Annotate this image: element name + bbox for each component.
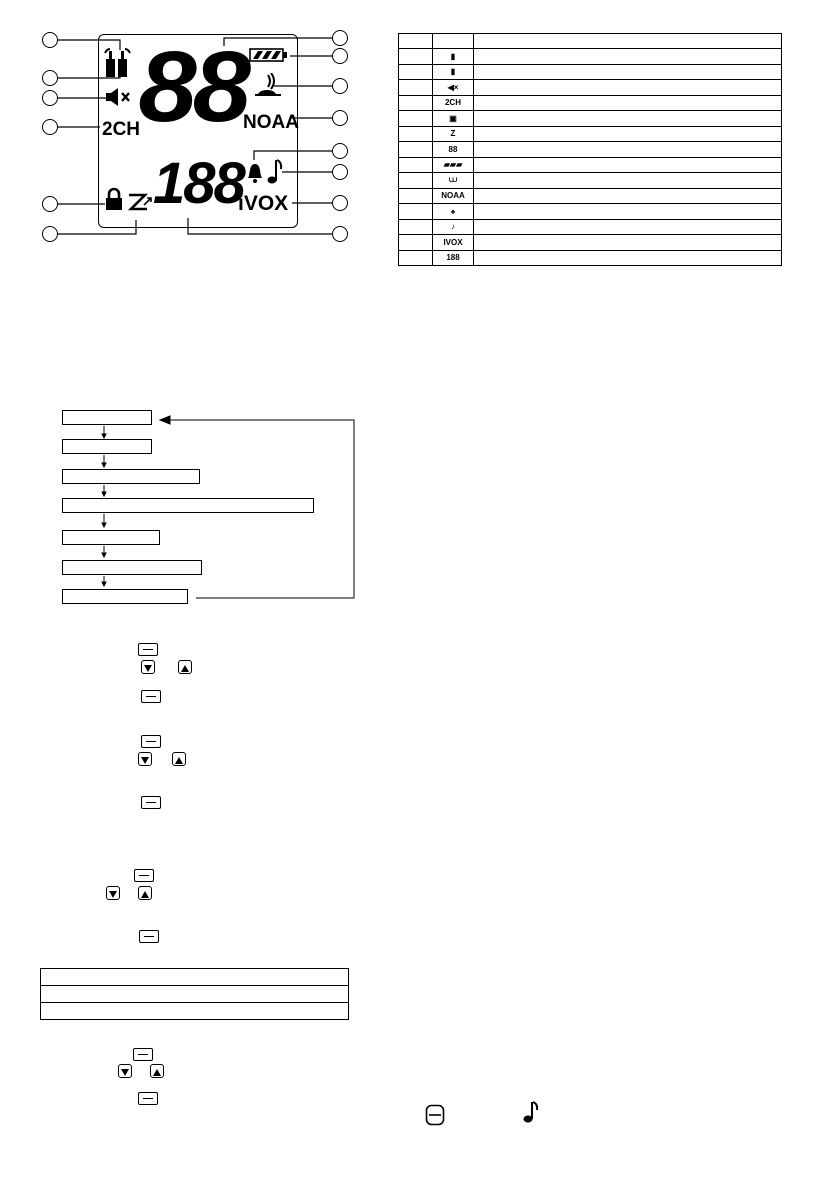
menu-key-8 — [138, 1092, 158, 1105]
table-row — [399, 250, 782, 266]
table-row — [41, 969, 349, 986]
callout-10 — [332, 110, 348, 126]
music-note-icon: ♪ — [433, 219, 474, 235]
menu-key-3 — [141, 735, 161, 748]
music-note-icon — [522, 1100, 540, 1124]
callout-6 — [42, 226, 58, 242]
menu-key-7 — [133, 1048, 153, 1061]
up-key-1 — [178, 660, 192, 674]
table-row — [41, 1003, 349, 1020]
down-key-3 — [106, 886, 120, 900]
down-key-1 — [141, 660, 155, 674]
callout-2 — [42, 70, 58, 86]
table-row — [399, 111, 782, 127]
scan-icon: Z — [433, 126, 474, 142]
label-2ch: 2CH — [102, 119, 141, 140]
callout-4 — [42, 119, 58, 135]
2ch-icon: 2CH — [433, 95, 474, 111]
receive-icon: ▮ — [433, 64, 474, 80]
callout-3 — [42, 90, 58, 106]
callout-1 — [42, 32, 58, 48]
speaker-mute-icon: ◀× — [433, 80, 474, 96]
label-noaa: NOAA — [243, 112, 299, 133]
table-row — [399, 188, 782, 204]
transmit-icon: ▮ — [433, 49, 474, 65]
battery-icon: ▰▰▰ — [433, 157, 474, 173]
menu-key-2 — [141, 690, 161, 703]
icon-table — [398, 33, 782, 266]
callout-5 — [42, 196, 58, 212]
callout-11 — [332, 143, 348, 159]
ivox-icon: IVOX — [433, 235, 474, 251]
menu-key-1 — [138, 643, 158, 656]
up-key-2 — [172, 752, 186, 766]
code-digits: 188 — [153, 151, 244, 216]
callout-7 — [332, 30, 348, 46]
menu-key-6 — [139, 930, 159, 943]
table-row — [399, 49, 782, 65]
icon-table-header — [399, 34, 782, 49]
table-row — [399, 142, 782, 158]
table-row — [399, 157, 782, 173]
menu-key-4 — [141, 796, 161, 809]
table-row — [399, 126, 782, 142]
table-row — [399, 173, 782, 189]
bell-icon: ♠ — [433, 204, 474, 220]
channel-digits-icon: 88 — [433, 142, 474, 158]
table-row — [41, 986, 349, 1003]
table-row — [399, 219, 782, 235]
callout-8 — [332, 48, 348, 64]
table-row — [399, 235, 782, 251]
callout-12 — [332, 164, 348, 180]
flowchart-arrows — [0, 400, 400, 610]
callout-14 — [332, 226, 348, 242]
table-row — [399, 64, 782, 80]
code-digits-icon: 188 — [433, 250, 474, 266]
callout-13 — [332, 195, 348, 211]
callout-9 — [332, 78, 348, 94]
table-row — [399, 80, 782, 96]
down-key-4 — [118, 1064, 132, 1078]
down-key-2 — [138, 752, 152, 766]
table-row — [399, 95, 782, 111]
setting-table — [40, 968, 349, 1020]
up-key-3 — [138, 886, 152, 900]
noaa-icon: NOAA — [433, 188, 474, 204]
vibrate-icon: ⩊ — [433, 173, 474, 189]
label-ivox: iVOX — [238, 192, 289, 215]
menu-key-icon — [425, 1104, 445, 1126]
up-key-4 — [150, 1064, 164, 1078]
channel-digits: 88 — [138, 31, 247, 143]
lock-icon: ▣ — [433, 111, 474, 127]
menu-key-5 — [134, 869, 154, 882]
table-row — [399, 204, 782, 220]
